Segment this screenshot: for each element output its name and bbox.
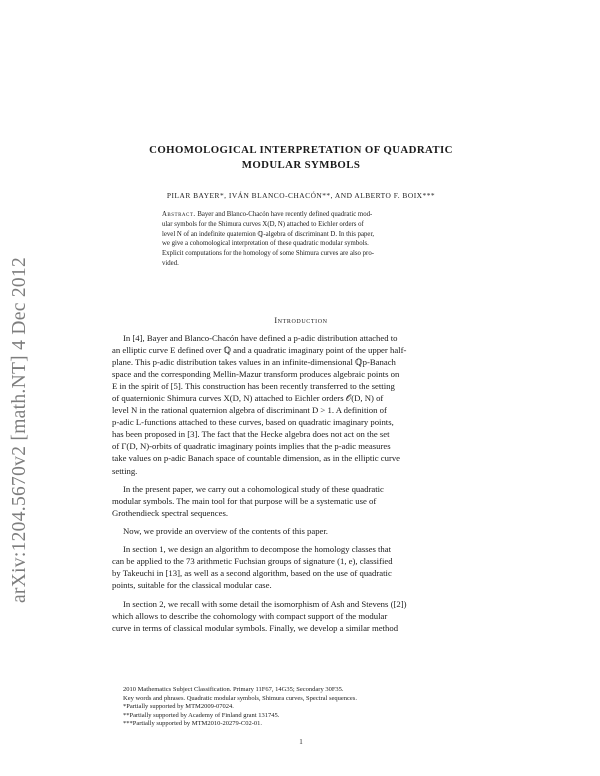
paragraph-line: which allows to describe the cohomology with compact support of the modular bbox=[112, 610, 388, 621]
abstract-line: level N of an indefinite quaternion ℚ-algebra of discriminant D. In this paper, bbox=[162, 230, 375, 238]
arxiv-identifier-stamp bbox=[0, 200, 40, 660]
abstract-line: vided. bbox=[162, 259, 179, 267]
paragraph-line: of quaternionic Shimura curves X(D, N) attached to Eichler orders 𝒪(D, N) of bbox=[112, 393, 384, 404]
abstract-label: Abstract. bbox=[162, 211, 196, 218]
abstract-line-text: Bayer and Blanco-Chacón have recently defined quadratic mod- bbox=[195, 211, 373, 218]
paragraph-line: level N in the rational quaternion algebra of discriminant D > 1. A definition of bbox=[112, 405, 387, 416]
paragraph-line: modular symbols. The main tool for that purpose will be a systematic use of bbox=[112, 495, 377, 506]
paragraph-line: space and the corresponding Mellin-Mazur transform produces algebraic points on bbox=[112, 369, 400, 380]
footnote-author-2: **Partially supported by Academy of Finland grant 131745. bbox=[123, 711, 280, 719]
footnote-author-3: ***Partially supported by MTM2010-20279-C02-01. bbox=[123, 720, 263, 728]
abstract bbox=[162, 210, 450, 269]
paragraph-line: plane. This p-adic distribution takes values in an infinite-dimensional ℚp-Banach bbox=[112, 357, 396, 368]
paragraph-line: In section 2, we recall with some detail the isomorphism of Ash and Stevens ([2]) bbox=[123, 598, 407, 609]
paragraph-line: of Γ(D, N)-orbits of quadratic imaginary points implies that the p-adic measures bbox=[112, 441, 391, 452]
footnote-author-1: *Partially supported by MTM2009-07024. bbox=[123, 703, 234, 711]
arxiv-identifier-text: arXiv:1204.5670v2 [math.NT] 4 Dec 2012 bbox=[9, 256, 30, 604]
paper-title-line-1: COHOMOLOGICAL INTERPRETATION OF QUADRATIC bbox=[149, 144, 453, 156]
footnote-msc: 2010 Mathematics Subject Classification. Primary 11F67, 14G35; Secondary 30F35. bbox=[123, 686, 344, 693]
footnote-keywords: Key words and phrases. Quadratic modular symbols, Shimura curves, Spectral sequences. bbox=[123, 694, 357, 702]
abstract-line: we give a cohomological interpretation of these quadratic modular symbols. bbox=[162, 240, 369, 248]
paragraph-line: take values on p-adic Banach space of countable dimension, as in the elliptic curve bbox=[112, 453, 401, 464]
paragraph-line: In section 1, we design an algorithm to decompose the homology classes that bbox=[123, 544, 392, 555]
paragraph-line: can be applied to the 73 arithmetic Fuchsian groups of signature (1, e), classified bbox=[112, 556, 393, 567]
page-number: 1 bbox=[299, 738, 303, 746]
paper-title bbox=[112, 143, 490, 173]
abstract-line: ular symbols for the Shimura curves X(D, N) attached to Eichler orders of bbox=[162, 220, 364, 228]
paragraph-line: an elliptic curve E defined over ℚ and a quadratic imaginary point of the upper half- bbox=[112, 345, 407, 356]
paragraph-line: points, suitable for the classical modular case. bbox=[112, 580, 272, 591]
footnotes bbox=[112, 686, 490, 729]
paper-authors: PILAR BAYER*, IVÁN BLANCO-CHACÓN**, AND ALBERTO F. BOIX*** bbox=[166, 191, 436, 200]
paragraph-line: has been proposed in [3]. The fact that the Hecke algebra does not act on the set bbox=[112, 429, 390, 440]
paragraph-line: p-adic L-functions attached to these curves, based on quadratic imaginary points, bbox=[112, 417, 394, 428]
paragraph-line: In [4], Bayer and Blanco-Chacón have defined a p-adic distribution attached to bbox=[123, 333, 398, 343]
paragraph-line: curve in terms of classical modular symbols. Finally, we develop a similar method bbox=[112, 622, 399, 633]
paragraph-line: Now, we provide an overview of the contents of this paper. bbox=[123, 526, 328, 537]
section-heading-introduction: Introduction bbox=[274, 316, 328, 325]
paragraph-line: In the present paper, we carry out a cohomological study of these quadratic bbox=[123, 483, 384, 494]
paragraph-line: Grothendieck spectral sequences. bbox=[112, 507, 229, 518]
abstract-line bbox=[162, 210, 450, 220]
paragraph-line: E in the spirit of [5]. This construction has been recently transferred to the setting bbox=[112, 381, 395, 392]
introduction-body bbox=[112, 332, 490, 634]
paper-title-line-2: MODULAR SYMBOLS bbox=[241, 159, 361, 171]
paragraph-line: setting. bbox=[112, 465, 138, 476]
paragraph-line: by Takeuchi in [13], as well as a second algorithm, based on the use of quadratic bbox=[112, 568, 392, 579]
abstract-line: Explicit computations for the homology of some Shimura curves are also pro- bbox=[162, 250, 374, 258]
